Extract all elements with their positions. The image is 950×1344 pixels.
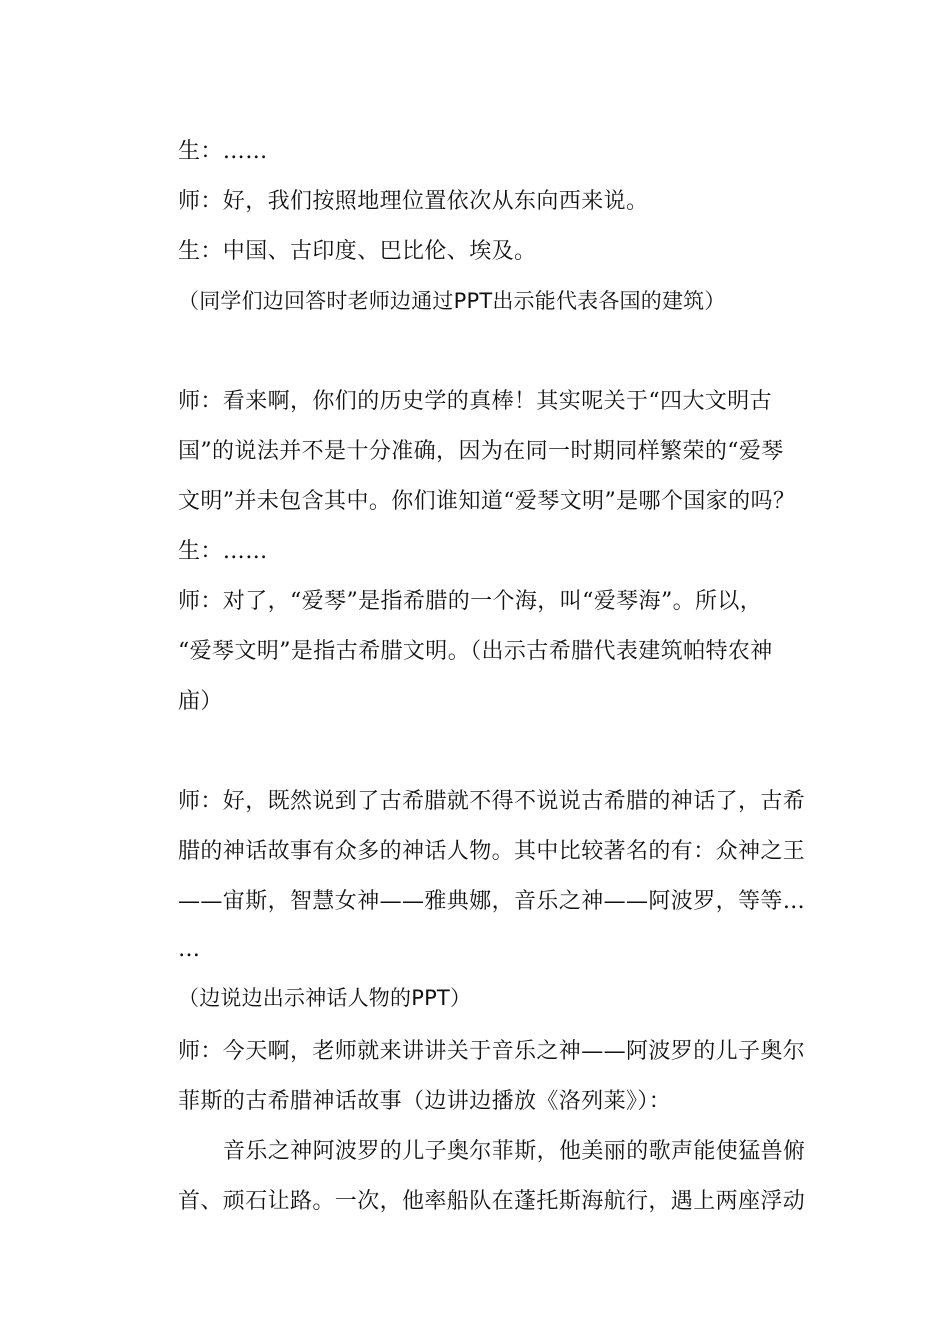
text-line: 生：……	[178, 139, 268, 164]
text-line: （边说边出示神话人物的PPT）	[178, 986, 472, 1010]
text-line: 师：好，我们按照地理位置依次从东向西来说。	[178, 189, 649, 214]
text-line: 师：看来啊，你们的历史学的真棒！其实呢关于“四大文明古	[178, 389, 773, 414]
text-line: ——宙斯，智慧女神——雅典娜，音乐之神——阿波罗，等等…	[178, 889, 806, 914]
text-line: …	[178, 937, 201, 962]
text-line: 师：对了，“爱琴”是指希腊的一个海，叫“爱琴海”。所以，	[178, 589, 763, 614]
text-line: 首、顽石让路。一次，他率船队在蓬托斯海航行，遇上两座浮动	[178, 1189, 806, 1214]
text-line: 生：……	[178, 539, 268, 564]
text-line: （同学们边回答时老师边通过PPT出示能代表各国的建筑）	[178, 289, 726, 313]
text-line: 国”的说法并不是十分准确，因为在同一时期同样繁荣的“爱琴	[178, 439, 784, 464]
text-line: “爱琴文明”是指古希腊文明。（出示古希腊代表建筑帕特农神	[178, 639, 773, 664]
text-line: 文明”并未包含其中。你们谁知道“爱琴文明”是哪个国家的吗？	[178, 489, 796, 514]
text-line: 生：中国、古印度、巴比伦、埃及。	[178, 239, 537, 264]
text-line: 菲斯的古希腊神话故事（边讲边播放《洛列莱》）：	[178, 1089, 672, 1114]
text-line: 师：今天啊，老师就来讲讲关于音乐之神——阿波罗的儿子奥尔	[178, 1039, 806, 1064]
text-line: 腊的神话故事有众多的神话人物。其中比较著名的有：众神之王	[178, 839, 806, 864]
text-line: 庙）	[178, 689, 223, 714]
text-line: 师：好，既然说到了古希腊就不得不说说古希腊的神话了，古希	[178, 789, 806, 814]
text-line: 音乐之神阿波罗的儿子奥尔菲斯，他美丽的歌声能使猛兽俯	[223, 1139, 806, 1164]
